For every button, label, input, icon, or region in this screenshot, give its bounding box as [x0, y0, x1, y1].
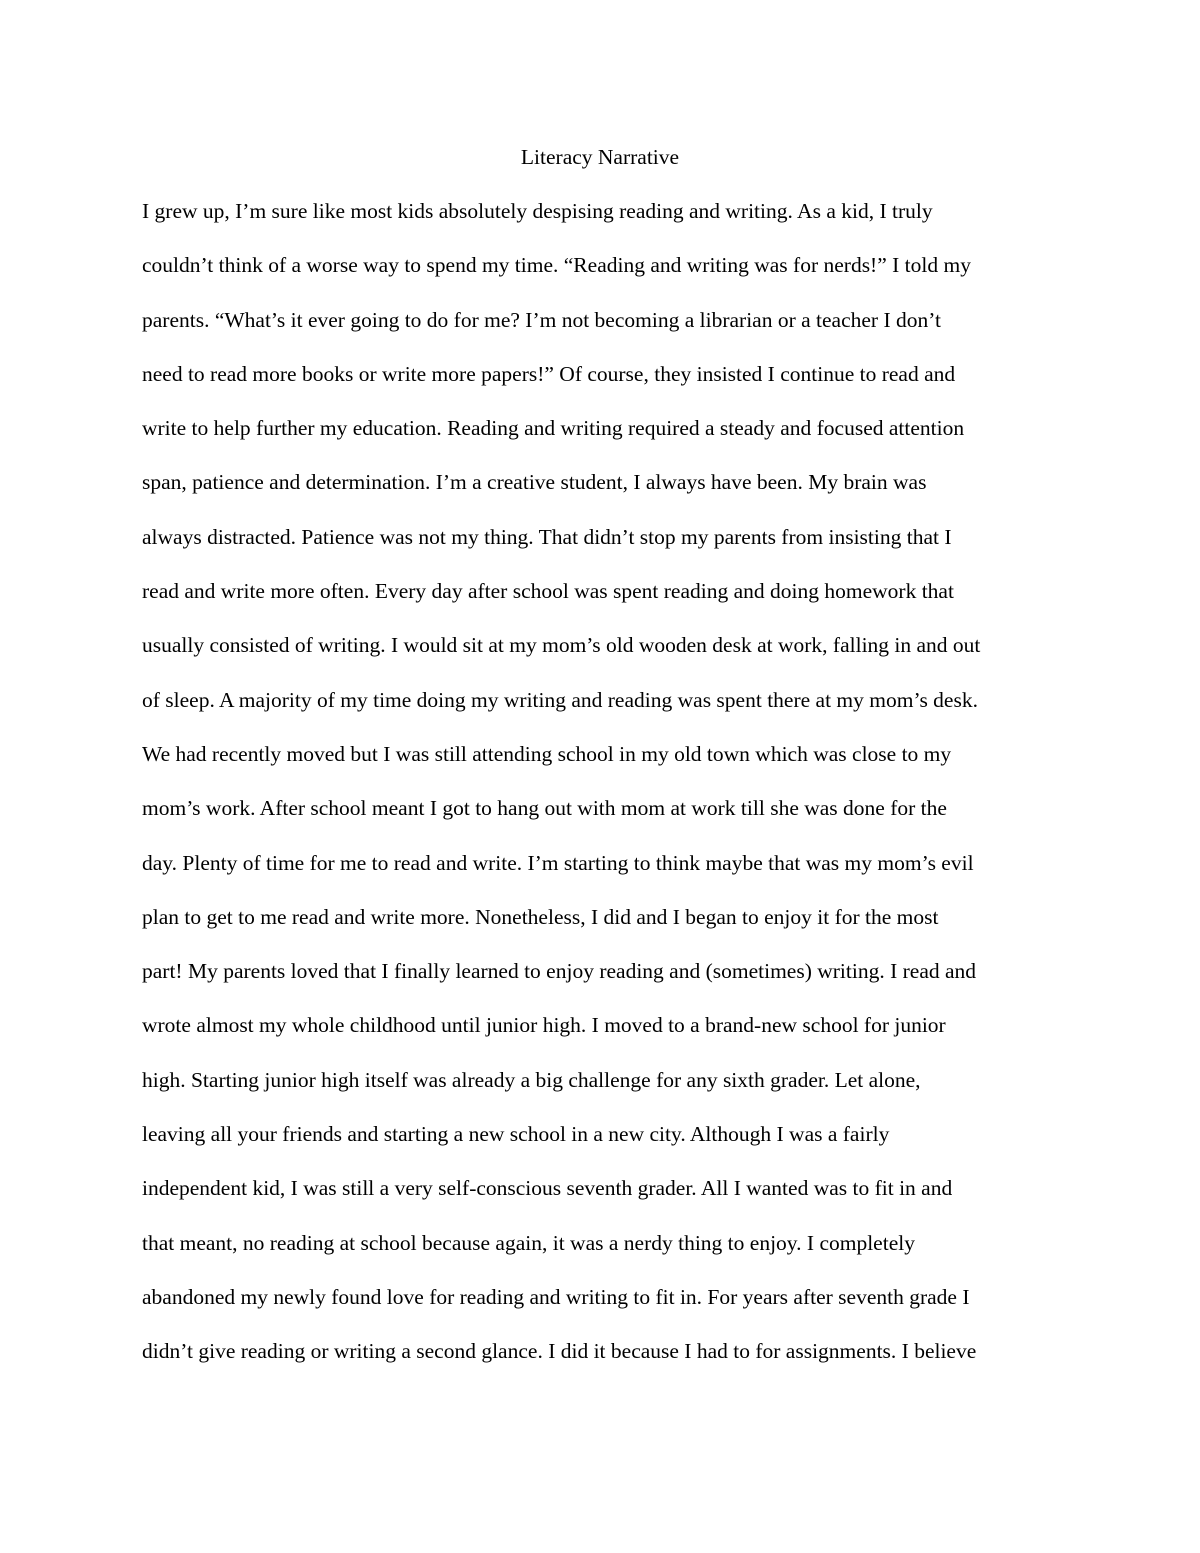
body-line: I grew up, I’m sure like most kids absolutely despising reading and writing. As a kid, I truly: [142, 199, 933, 223]
body-line: high. Starting junior high itself was already a big challenge for any sixth grader. Let alone,: [142, 1067, 921, 1092]
body-line: plan to get to me read and write more. Nonetheless, I did and I began to enjoy it for the most: [142, 904, 939, 929]
body-line: of sleep. A majority of my time doing my writing and reading was spent there at my mom’s desk.: [142, 687, 978, 712]
body-line: day. Plenty of time for me to read and write. I’m starting to think maybe that was my mom’s evil: [142, 850, 974, 875]
body-line: mom’s work. After school meant I got to hang out with mom at work till she was done for the: [142, 796, 947, 821]
body-line: didn’t give reading or writing a second glance. I did it because I had to for assignments. I believe: [142, 1339, 977, 1364]
body-line: parents. “What’s it ever going to do for me? I’m not becoming a librarian or a teacher I don’t: [142, 307, 941, 332]
body-line: independent kid, I was still a very self-conscious seventh grader. All I wanted was to fit in and: [142, 1176, 953, 1201]
body-line: that meant, no reading at school because again, it was a nerdy thing to enjoy. I completely: [142, 1230, 915, 1255]
body-line: We had recently moved but I was still attending school in my old town which was close to my: [142, 741, 952, 766]
body-line: wrote almost my whole childhood until junior high. I moved to a brand-new school for junior: [142, 1013, 946, 1038]
body-line: write to help further my education. Reading and writing required a steady and focused attention: [142, 416, 965, 441]
document-body: [142, 195, 1072, 1390]
body-line: always distracted. Patience was not my thing. That didn’t stop my parents from insisting that I: [142, 524, 952, 549]
body-line: part! My parents loved that I finally learned to enjoy reading and (sometimes) writing. I read and: [142, 959, 977, 984]
body-line: couldn’t think of a worse way to spend my time. “Reading and writing was for nerds!” I told my: [142, 253, 971, 278]
body-line: leaving all your friends and starting a new school in a new city. Although I was a fairly: [142, 1122, 890, 1147]
document-title: Literacy Narrative: [520, 145, 680, 169]
body-line: need to read more books or write more papers!” Of course, they insisted I continue to read and: [142, 361, 956, 386]
body-line: abandoned my newly found love for reading and writing to fit in. For years after seventh grade I: [142, 1284, 970, 1309]
body-line: usually consisted of writing. I would sit at my mom’s old wooden desk at work, falling in and out: [142, 633, 981, 658]
body-line: read and write more often. Every day after school was spent reading and doing homework that: [142, 579, 954, 604]
body-line: span, patience and determination. I’m a creative student, I always have been. My brain was: [142, 470, 927, 495]
